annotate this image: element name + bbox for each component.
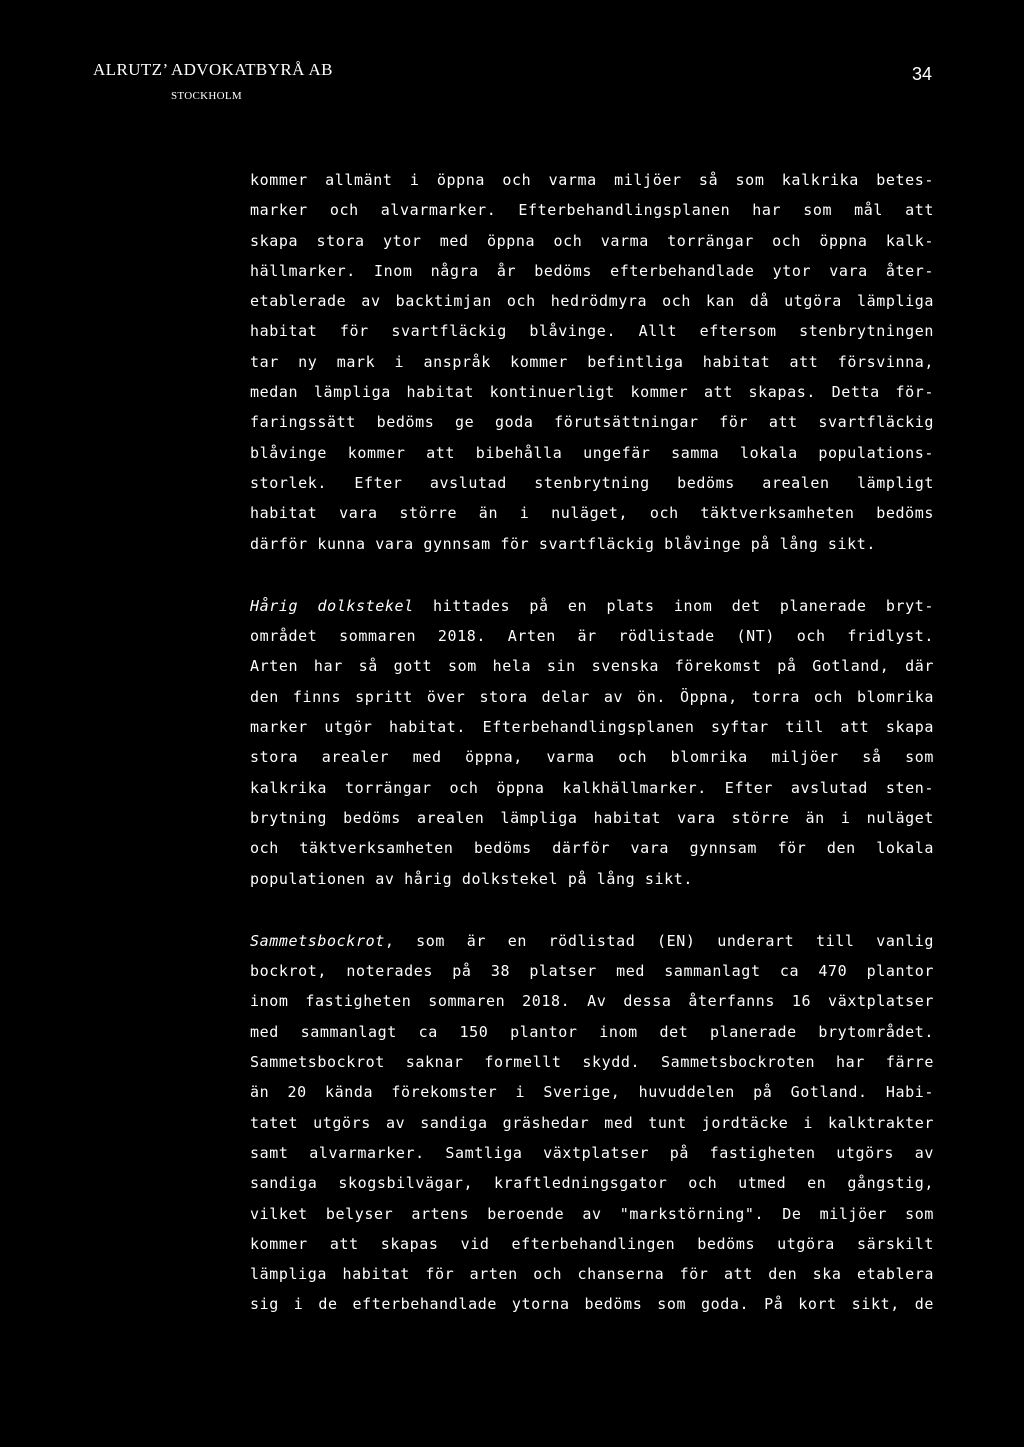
text-line: och täktverksamheten bedöms därför vara gynnsam för den lokala — [250, 839, 934, 858]
text-line: stora arealer med öppna, varma och blomrika miljöer så som — [250, 748, 934, 767]
text-line: vilket belyser artens beroende av "markstörning". De miljöer som — [250, 1204, 934, 1223]
text-line: tatet utgörs av sandiga gräshedar med tunt jordtäcke i kalktrakter — [250, 1113, 934, 1132]
text-line: faringssätt bedöms ge goda förutsättningar för att svartfläckig — [250, 413, 934, 432]
text-line: Arten har så gott som hela sin svenska förekomst på Gotland, där — [250, 657, 934, 676]
text-line: etablerade av backtimjan och hedrödmyra och kan då utgöra lämpliga — [250, 292, 934, 311]
text-line: blåvinge kommer att bibehålla ungefär samma lokala populations- — [250, 443, 934, 462]
paragraph-harig-dolkstekel — [250, 591, 934, 894]
text-line: kommer allmänt i öppna och varma miljöer så som kalkrika betes- — [250, 171, 934, 189]
text-line: tar ny mark i anspråk kommer befintliga habitat att försvinna, — [250, 352, 934, 371]
paragraph-gap — [250, 559, 934, 591]
text-line: Sammetsbockrot saknar formellt skydd. Sammetsbockroten har färre — [250, 1053, 934, 1072]
species-name: Sammetsbockrot — [250, 931, 385, 950]
text-line: brytning bedöms arealen lämpliga habitat vara större än i nuläget — [250, 808, 934, 827]
paragraph-svartflackig-blavinge — [250, 165, 934, 559]
text-line: området sommaren 2018. Arten är rödlistade (NT) och fridlyst. — [250, 627, 934, 646]
paragraph-sammetsbockrot — [250, 926, 934, 1320]
text-line: sandiga skogsbilvägar, kraftledningsgator och utmed en gångstig, — [250, 1174, 934, 1193]
text-line: kommer att skapas vid efterbehandlingen bedöms utgöra särskilt — [250, 1234, 934, 1253]
species-name: Hårig dolkstekel — [250, 596, 414, 615]
text-line: skapa stora ytor med öppna och varma torrängar och öppna kalk- — [250, 231, 934, 250]
text-line: populationen av hårig dolkstekel på lång sikt. — [250, 869, 694, 888]
law-firm-city: STOCKHOLM — [171, 90, 242, 102]
document-body — [250, 165, 934, 1320]
text-line: än 20 kända förekomster i Sverige, huvuddelen på Gotland. Habi- — [250, 1083, 934, 1102]
text-line: habitat för svartfläckig blåvinge. Allt eftersom stenbrytningen — [250, 322, 934, 341]
text-line: samt alvarmarker. Samtliga växtplatser på fastigheten utgörs av — [250, 1143, 934, 1162]
page-number: 34 — [912, 64, 933, 84]
paragraph-gap — [250, 894, 934, 926]
text-line: hällmarker. Inom några år bedöms efterbehandlade ytor vara åter- — [250, 261, 934, 280]
line-remainder: , som är en rödlistad (EN) underart till vanlig — [384, 931, 934, 950]
law-firm-name: ALRUTZ’ ADVOKATBYRÅ AB — [93, 60, 333, 79]
text-line: lämpliga habitat för arten och chanserna för att den ska etablera — [250, 1265, 934, 1284]
text-line: marker utgör habitat. Efterbehandlingsplanen syftar till att skapa — [250, 718, 934, 737]
text-line: kalkrika torrängar och öppna kalkhällmarker. Efter avslutad sten- — [250, 778, 934, 797]
text-line: storlek. Efter avslutad stenbrytning bedöms arealen lämpligt — [250, 473, 934, 492]
text-line: marker och alvarmarker. Efterbehandlingsplanen har som mål att — [250, 201, 934, 220]
text-line: medan lämpliga habitat kontinuerligt kommer att skapas. Detta för- — [250, 383, 934, 402]
text-line — [250, 591, 934, 621]
text-line: därför kunna vara gynnsam för svartfläckig blåvinge på lång sikt. — [250, 534, 876, 553]
text-line: med sammanlagt ca 150 plantor inom det planerade brytområdet. — [250, 1022, 934, 1041]
text-line: inom fastigheten sommaren 2018. Av dessa återfanns 16 växtplatser — [250, 992, 934, 1011]
text-line: habitat vara större än i nuläget, och täktverksamheten bedöms — [250, 504, 934, 523]
text-line — [250, 926, 934, 956]
text-line: den finns spritt över stora delar av ön. Öppna, torra och blomrika — [250, 687, 934, 706]
text-line: sig i de efterbehandlade ytorna bedöms som goda. På kort sikt, de — [250, 1295, 934, 1314]
text-line: bockrot, noterades på 38 platser med sammanlagt ca 470 plantor — [250, 962, 934, 981]
line-remainder: hittades på en plats inom det planerade bryt- — [413, 596, 935, 615]
